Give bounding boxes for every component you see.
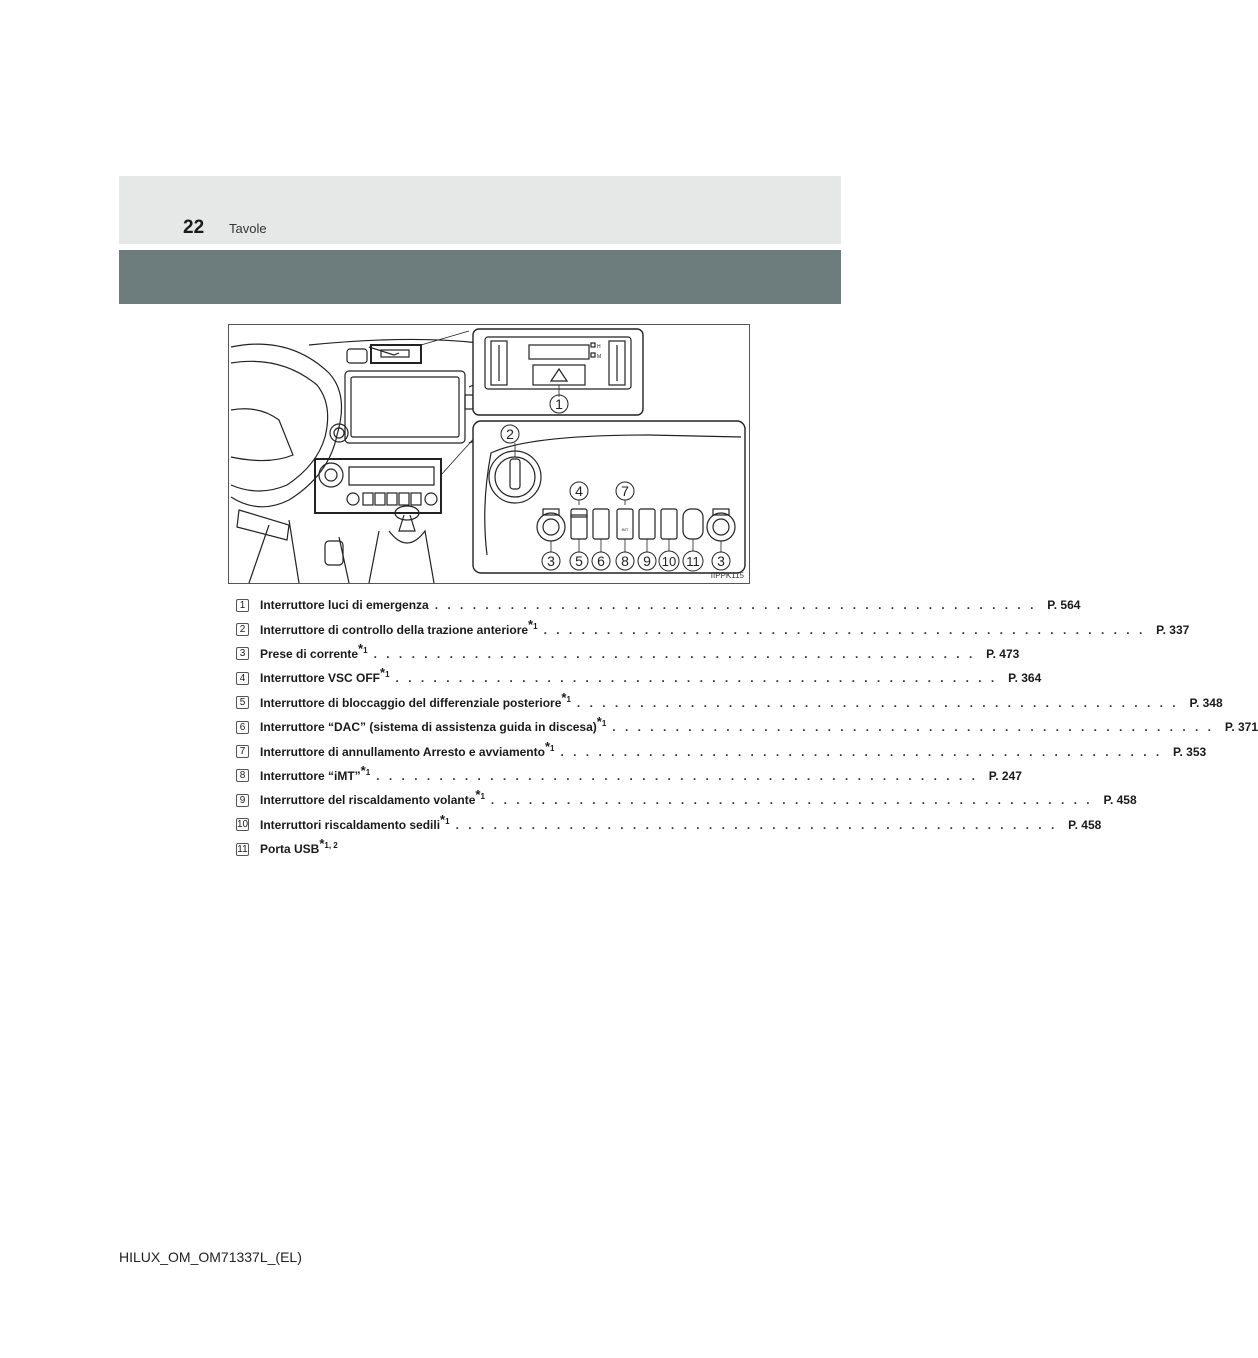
list-item [236,837,726,861]
item-label: Interruttore di controllo della trazione anteriore$^{*1}$ [260,616,538,637]
item-number: 2 [236,623,249,636]
item-label: Interruttore luci di emergenza [260,598,429,613]
item-label: Interruttore del riscaldamento volante$^{*1}$ [260,787,485,808]
callout-4: 4 [575,483,583,499]
callout-3-right: 3 [717,553,725,569]
item-label: Interruttore di annullamento Arresto e avviamento$^{*1}$ [260,738,555,759]
item-label: Porta USB$^{*1, 2}$ [260,836,338,857]
list-item: 4 Interruttore VSC OFF$^{*1}$ . . . . . . . . . . . . . . . . . . . . . . . . . . . . . . . . . . . . . . . . . . . . . . . . P. 364 [236,666,726,690]
item-number: 7 [236,745,249,758]
callout-10: 10 [661,554,677,569]
callout-5: 5 [575,553,583,569]
page-ref[interactable]: P. 337 [1156,622,1190,637]
item-label: Interruttore VSC OFF$^{*1}$ [260,665,390,686]
section-title: Tavole [229,221,267,236]
item-number: 1 [236,599,249,612]
list-item: 3 Prese di corrente$^{*1}$ . . . . . . . . . . . . . . . . . . . . . . . . . . . . . . . . . . . . . . . . . . . . . . . . P. 473 [236,642,726,666]
item-number: 9 [236,794,249,807]
page-number: 22 [183,217,205,238]
page-ref[interactable]: P. 364 [1008,671,1042,686]
page-ref[interactable]: P. 247 [988,768,1022,783]
title-bar [119,250,841,304]
list-item: 9 Interruttore del riscaldamento volante$^{*1}$ . . . . . . . . . . . . . . . . . . . . . . . . . . . . . . . . . . . . . . . . . . . . . . . . P. 458 [236,788,726,812]
page-ref[interactable]: P. 371 [1224,720,1258,735]
page-ref[interactable]: P. 353 [1173,744,1207,759]
callout-8: 8 [621,553,629,569]
item-number: 4 [236,672,249,685]
list-item: 5 Interruttore di bloccaggio del differenziale posteriore$^{*1}$ . . . . . . . . . . . . . . . . . . . . . . . . . . . . . . . . . . . . . . . . . . . . . . . . P. 348 [236,691,726,715]
item-label: Interruttore “iMT”$^{*1}$ [260,762,371,783]
imt-label: iMT [621,527,629,532]
callout-9: 9 [643,553,651,569]
item-label: Interruttore “DAC” (sistema di assistenza guida in discesa)$^{*1}$ [260,714,607,735]
dashboard-illustration [228,324,750,584]
callout-11: 11 [686,554,700,569]
list-item: 8 Interruttore “iMT”$^{*1}$ . . . . . . . . . . . . . . . . . . . . . . . . . . . . . . . . . . . . . . . . . . . . . . . . P. 247 [236,764,726,788]
item-number: 8 [236,769,249,782]
page-ref[interactable]: P. 564 [1047,598,1081,613]
item-label: Interruttori riscaldamento sedili$^{*1}$ [260,811,450,832]
document-footer: HILUX_OM_OM71337L_(EL) [119,1249,302,1265]
item-number: 5 [236,696,249,709]
item-label: Interruttore di bloccaggio del differenziale posteriore$^{*1}$ [260,689,571,710]
list-item: 10 Interruttori riscaldamento sedili$^{*1}$ . . . . . . . . . . . . . . . . . . . . . . . . . . . . . . . . . . . . . . . . . . . . . . . . P. 458 [236,811,1102,832]
figure-code: IIPPK115 [710,571,744,580]
item-number: 10 [236,819,249,831]
list-item: 2 Interruttore di controllo della trazione anteriore$^{*1}$ . . . . . . . . . . . . . . . . . . . . . . . . . . . . . . . . . . . . . . . . . . . . . . . . P. 337 [236,617,726,641]
page-ref[interactable]: P. 473 [986,646,1020,661]
page-ref[interactable]: P. 458 [1068,817,1102,832]
item-number: 6 [236,721,249,734]
legend-list [236,593,1258,861]
header-band [119,176,841,244]
list-item: 1 Interruttore luci di emergenza . . . . . . . . . . . . . . . . . . . . . . . . . . . . . . . . . . . . . . . . . . . . . . . . P. 564 [236,593,726,617]
list-item: 7 Interruttore di annullamento Arresto e avviamento$^{*1}$ . . . . . . . . . . . . . . . . . . . . . . . . . . . . . . . . . . . . . . . . . . . . . . . . P. 353 [236,739,726,763]
item-label: Prese di corrente$^{*1}$ [260,640,368,661]
indicator-letter-h: H [597,344,601,350]
steering-wheel [231,344,342,507]
callout-3-left: 3 [547,553,555,569]
callout-7: 7 [621,483,629,499]
callout-1: 1 [555,396,563,412]
item-number: 3 [236,647,249,660]
item-number: 11 [237,843,248,855]
page-ref[interactable]: P. 458 [1103,793,1137,808]
page-ref[interactable]: P. 348 [1189,695,1223,710]
list-item: 6 Interruttore “DAC” (sistema di assistenza guida in discesa)$^{*1}$ . . . . . . . . . . . . . . . . . . . . . . . . . . . . . . . . . . . . . . . . . . . . . . . . P. 371 [236,715,726,739]
callout-2: 2 [506,426,514,442]
center-screen [345,371,465,443]
indicator-letter-m: M [597,354,602,360]
callout-6: 6 [597,553,605,569]
